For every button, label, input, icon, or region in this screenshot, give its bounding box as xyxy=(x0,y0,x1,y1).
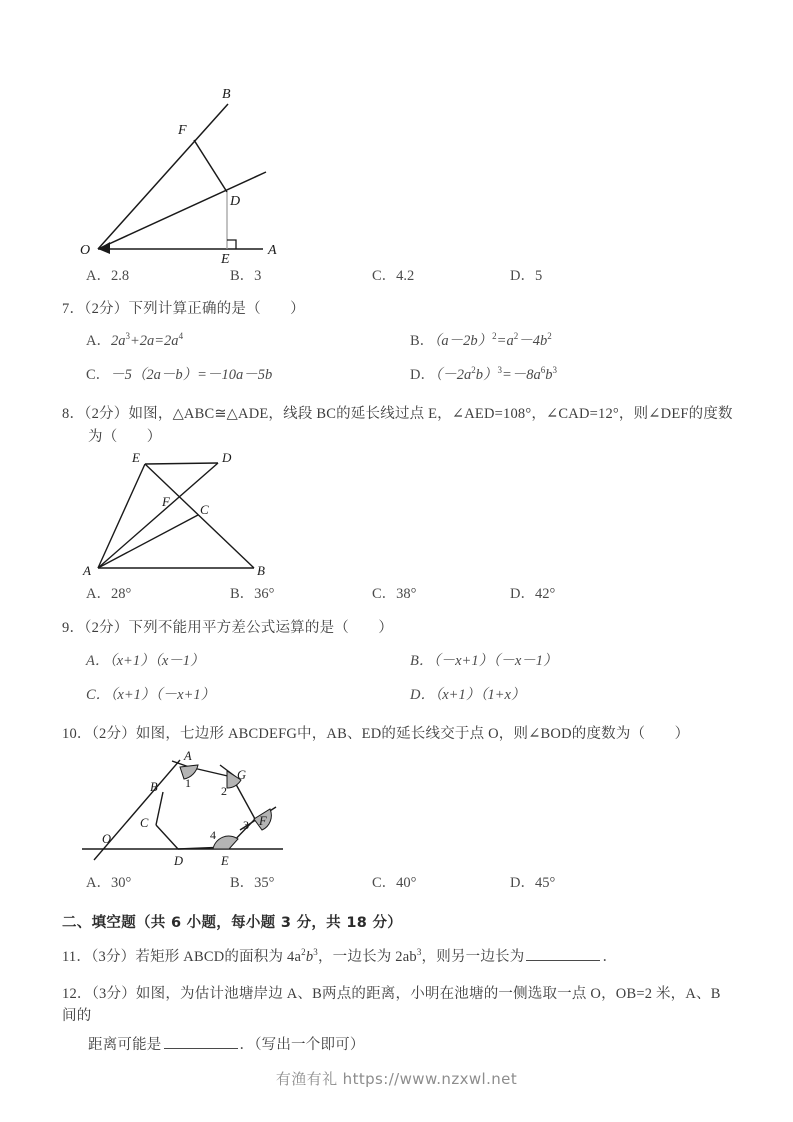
q10-number: 10． xyxy=(62,725,92,742)
q9-number: 9． xyxy=(62,620,85,637)
q7-option-d-expr-3: =－8a xyxy=(501,367,541,384)
label-F: F xyxy=(162,494,170,510)
q10-score: （2分） xyxy=(91,725,136,742)
label-A: A xyxy=(268,243,277,258)
q11-score: （3分） xyxy=(91,949,136,966)
watermark-url: https://www.nzxwl.net xyxy=(342,1070,518,1088)
q7-options-row-2 xyxy=(62,363,734,393)
section-two-heading: 二、填空题（共 6 小题，每小题 3 分，共 18 分） xyxy=(62,915,403,932)
q7-option-d-expr-1: （－2a xyxy=(434,367,472,384)
label-E: E xyxy=(221,252,230,264)
q7-option-c-label: C． xyxy=(86,367,111,384)
footer-watermark xyxy=(0,1068,793,1089)
q6-options-row xyxy=(62,264,734,290)
angle-label-3: 3 xyxy=(243,818,249,833)
q8-option-c[interactable]: C．38° xyxy=(372,586,417,603)
label-O: O xyxy=(80,243,91,258)
q11-text-2: b xyxy=(305,949,314,966)
question-7-stem xyxy=(62,298,734,320)
q6-option-c[interactable]: C．4.2 xyxy=(372,268,415,284)
label-E: E xyxy=(132,450,140,466)
angle-label-2: 2 xyxy=(221,784,227,799)
q7-options-row-1 xyxy=(62,329,734,359)
label-F: F xyxy=(259,814,267,829)
q12-score: （3分） xyxy=(91,985,136,1002)
label-D: D xyxy=(222,450,232,466)
q7-stem-text: 下列计算正确的是（ ） xyxy=(128,301,305,317)
q9-score: （2分） xyxy=(84,620,129,637)
q7-option-b-label: B． xyxy=(410,333,435,350)
label-D: D xyxy=(174,854,184,869)
label-B: B xyxy=(222,87,231,102)
q10-option-b[interactable]: B．35° xyxy=(230,875,275,892)
watermark-brand: 有渔有礼 xyxy=(275,1070,338,1088)
q12-text-2a: 距离可能是 xyxy=(88,1036,162,1053)
q7-option-a-expr-1: 2a xyxy=(110,333,126,350)
question-9-stem xyxy=(62,617,734,639)
segment-ED xyxy=(145,463,218,464)
q8-options-row xyxy=(62,582,734,608)
angle-label-1: 1 xyxy=(185,776,191,791)
q7-option-c[interactable] xyxy=(86,363,272,384)
label-A: A xyxy=(83,563,91,579)
figure-q8 xyxy=(70,450,734,578)
q11-sup-3: 3 xyxy=(416,947,422,958)
q7-option-d-sup-1: 2 xyxy=(471,365,476,376)
q10-option-d[interactable]: D．45° xyxy=(510,875,556,892)
figure-q8-svg xyxy=(70,450,320,578)
q6-option-b[interactable]: B．3 xyxy=(230,268,262,284)
q7-option-c-expr: －5（2a－b）=－10a－5b xyxy=(110,367,273,384)
segment-AC xyxy=(98,515,198,568)
question-8-stem-line2 xyxy=(62,426,734,448)
q7-option-a-sup-1: 3 xyxy=(125,331,130,342)
question-10-stem xyxy=(62,723,734,745)
q7-number: 7． xyxy=(62,301,85,317)
segment-CB xyxy=(156,792,163,825)
q7-option-d-expr-2: b） xyxy=(475,367,498,384)
question-12-line2 xyxy=(62,1034,734,1056)
q11-text-5: ． xyxy=(602,949,618,966)
q7-option-b-sup-2: 2 xyxy=(513,331,519,342)
q9-option-c[interactable]: C．（x+1）（－x+1） xyxy=(86,686,216,703)
q12-number: 12． xyxy=(62,985,92,1002)
q11-text-1: 若矩形 ABCD的面积为 4a xyxy=(135,949,302,966)
label-B: B xyxy=(150,780,158,795)
q9-options-row-2 xyxy=(62,683,734,713)
q7-option-a-expr-2: +2a=2a xyxy=(129,333,179,350)
label-D: D xyxy=(230,194,241,209)
q11-sup-1: 2 xyxy=(301,947,306,958)
q8-score: （2分） xyxy=(84,406,129,423)
q9-option-d[interactable]: D．（x+1）（1+x） xyxy=(410,686,526,703)
q7-score: （2分） xyxy=(84,301,129,317)
q10-options-row xyxy=(62,871,734,897)
q9-option-b[interactable]: B．（－x+1）（－x－1） xyxy=(410,652,558,669)
q7-option-d-sup-3: 6 xyxy=(540,365,546,376)
question-11 xyxy=(62,946,734,968)
label-E: E xyxy=(221,854,229,869)
label-B: B xyxy=(257,563,265,579)
angle-label-4: 4 xyxy=(210,828,216,843)
q12-text-1: 如图，为估计池塘岸边 A、B两点的距离，小明在池塘的一侧选取一点 O，OB=2 米，A、B间的 xyxy=(62,985,721,1025)
q7-option-d[interactable] xyxy=(410,363,557,384)
figure-q10 xyxy=(80,747,734,869)
segment-DC xyxy=(156,825,178,849)
q7-option-d-expr-4: b xyxy=(545,367,553,384)
q12-text-2b: ．（写出一个即可） xyxy=(239,1036,365,1053)
q7-option-b-expr-2: =a xyxy=(496,333,514,350)
q8-number: 8． xyxy=(62,406,85,423)
label-C: C xyxy=(200,502,209,518)
q7-option-b-sup-1: 2 xyxy=(492,331,497,342)
q11-text-4: ，则另一边长为 xyxy=(421,949,525,966)
label-F: F xyxy=(178,123,187,138)
q9-option-a[interactable]: A．（x+1）（x－1） xyxy=(86,652,205,669)
q6-option-a[interactable]: A．2.8 xyxy=(86,268,130,284)
q10-option-a[interactable]: A．30° xyxy=(86,875,132,892)
question-8-stem-line1 xyxy=(62,403,734,425)
q8-option-b[interactable]: B．36° xyxy=(230,586,275,603)
angle-wedge-4 xyxy=(213,836,238,849)
q7-option-d-sup-4: 3 xyxy=(552,365,558,376)
q8-stem-text-1: 如图，△ABC≅△ADE，线段 BC的延长线过点 E，∠AED=108°，∠CAD=12°，则∠DEF的度数 xyxy=(128,406,733,423)
q7-option-b-expr-3: －4b xyxy=(518,333,548,350)
q9-stem-text: 下列不能用平方差公式运算的是（ ） xyxy=(128,620,394,637)
q11-sup-2: 3 xyxy=(313,947,318,958)
q8-option-d[interactable]: D．42° xyxy=(510,586,556,603)
label-A: A xyxy=(184,749,192,764)
q7-option-b-sup-3: 2 xyxy=(547,331,552,342)
q8-option-a[interactable]: A．28° xyxy=(86,586,132,603)
q7-option-d-label: D． xyxy=(410,367,435,384)
label-G: G xyxy=(237,768,247,783)
q12-answer-blank[interactable] xyxy=(164,1034,238,1049)
q7-option-a-label: A． xyxy=(86,333,111,350)
segment-AE xyxy=(98,464,145,568)
q6-option-d[interactable]: D．5 xyxy=(510,268,543,284)
figure-q10-svg xyxy=(80,747,310,869)
q7-option-b[interactable] xyxy=(410,329,552,350)
q7-option-d-sup-2: 3 xyxy=(497,365,502,376)
q11-number: 11． xyxy=(62,949,92,966)
q9-options-row-1 xyxy=(62,649,734,679)
q7-option-a-sup-2: 4 xyxy=(178,331,184,342)
label-C: C xyxy=(140,816,149,831)
label-O: O xyxy=(102,832,112,847)
q7-option-b-expr-1: （a－2b） xyxy=(434,333,493,350)
q11-text-3: ，一边长为 2ab xyxy=(317,949,417,966)
q10-stem-text: 如图，七边形 ABCDEFG中，AB、ED的延长线交于点 O，则∠BOD的度数为（ ） xyxy=(135,725,690,742)
q7-option-a[interactable] xyxy=(86,329,183,350)
q8-stem-text-2: 为（ ） xyxy=(88,428,162,445)
q10-option-c[interactable]: C．40° xyxy=(372,875,417,892)
question-12-line1 xyxy=(62,983,734,1028)
q11-answer-blank[interactable] xyxy=(526,947,600,962)
